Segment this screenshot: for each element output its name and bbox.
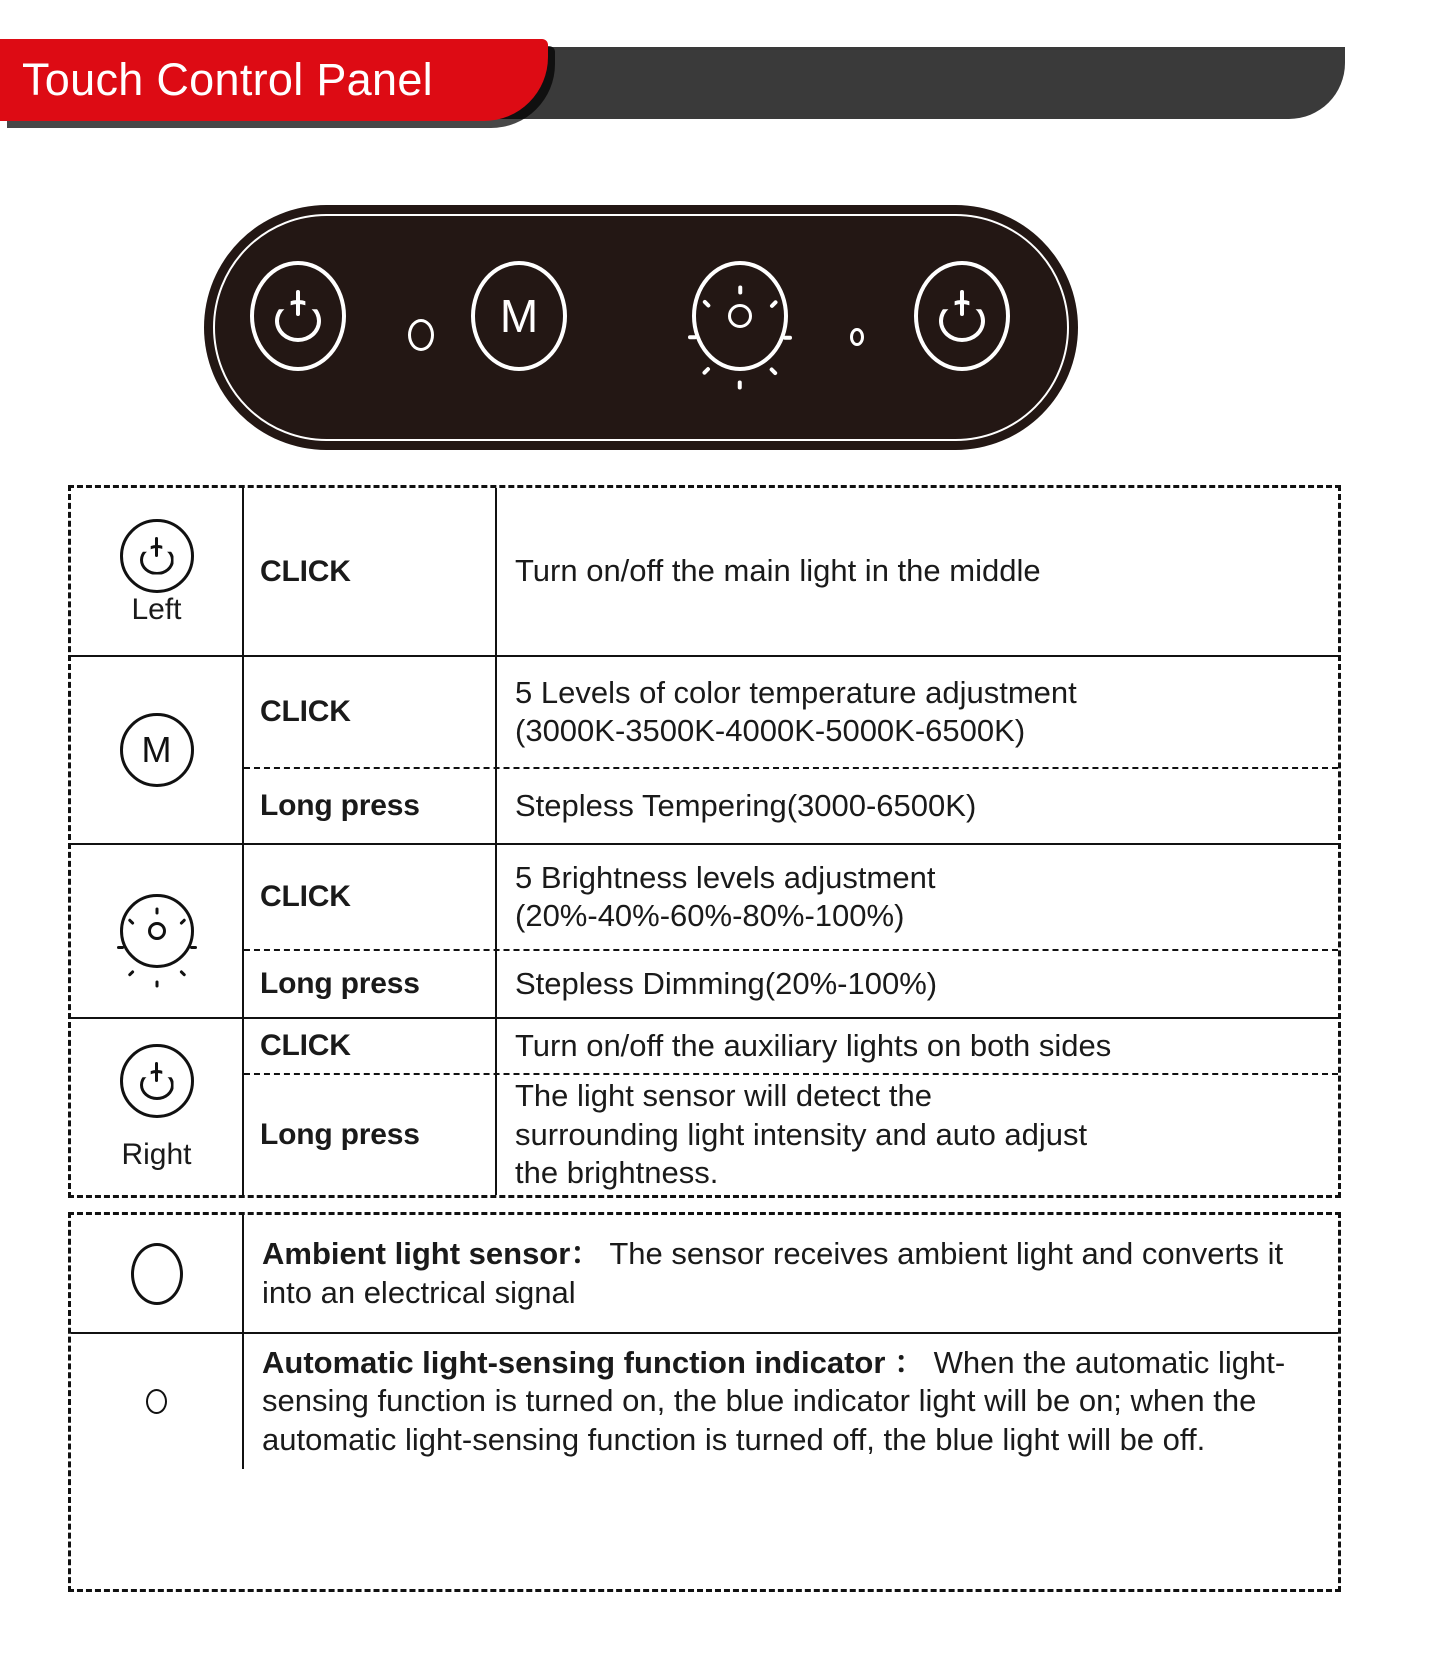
- sub-row: [244, 488, 1338, 655]
- description-line: (3000K-3500K-4000K-5000K-6500K): [515, 713, 1026, 748]
- ambient-sensor-icon: [408, 319, 434, 351]
- led-indicator-icon: [146, 1389, 167, 1414]
- sensor-title: Ambient light sensor：: [262, 1236, 602, 1272]
- row-icon-cell: [71, 1019, 244, 1195]
- sub-row: [244, 1075, 1338, 1195]
- description-cell: [497, 1075, 1338, 1195]
- sub-row: [244, 951, 1338, 1017]
- description-cell: [244, 1215, 1338, 1332]
- row-icon-cell: [71, 488, 244, 655]
- page-title: Touch Control Panel: [22, 53, 433, 105]
- description-line: The light sensor will detect the: [515, 1078, 932, 1114]
- description-cell: [497, 488, 1338, 655]
- m-letter-icon: [120, 713, 194, 787]
- device-face: [217, 218, 1065, 437]
- description-line: Turn on/off the main light in the middle: [515, 553, 1041, 589]
- icon-label: Right: [121, 1138, 192, 1171]
- row-body: [244, 1019, 1338, 1195]
- description-line: Stepless Tempering(3000-6500K): [515, 787, 977, 823]
- power-icon: [939, 290, 985, 342]
- action-label: Long press: [244, 951, 497, 1017]
- sensor-info-table: [68, 1212, 1341, 1592]
- table-row: [71, 657, 1338, 845]
- m-letter-icon: M: [499, 290, 539, 342]
- description-line: surrounding light intensity and auto adjust: [515, 1116, 1088, 1152]
- description-line: 5 Brightness levels adjustment: [515, 859, 936, 895]
- action-label: CLICK: [244, 845, 497, 949]
- row-icon-cell: [71, 1215, 244, 1332]
- power-icon: [120, 519, 194, 593]
- table-row: [71, 488, 1338, 657]
- action-label: CLICK: [244, 488, 497, 655]
- table-row: [71, 1334, 1338, 1469]
- row-body: [244, 845, 1338, 1017]
- description-line: Turn on/off the auxiliary lights on both sides: [515, 1027, 1112, 1063]
- power-icon: [275, 290, 321, 342]
- sensor-body: The sensor receives ambient light and converts it into an electrical signal: [262, 1236, 1284, 1310]
- mode-key[interactable]: [471, 261, 567, 371]
- power-right-key[interactable]: [914, 261, 1010, 371]
- action-label: CLICK: [244, 657, 497, 767]
- description-cell: [497, 951, 1338, 1017]
- row-body: [244, 657, 1338, 843]
- table-row: [71, 1019, 1338, 1195]
- sub-row: [244, 845, 1338, 951]
- ambient-sensor-icon: [131, 1243, 183, 1305]
- sub-row: [244, 657, 1338, 769]
- m-letter-glyph: M: [141, 729, 172, 770]
- row-icon-cell: [71, 845, 244, 1017]
- table-row: [71, 845, 1338, 1019]
- action-label: Long press: [244, 769, 497, 843]
- brightness-sun-icon: [712, 288, 768, 344]
- action-label: Long press: [244, 1075, 497, 1195]
- description-cell: [497, 657, 1338, 767]
- description-line: the brightness.: [515, 1155, 719, 1191]
- description-cell: [497, 845, 1338, 949]
- description-cell: [497, 1019, 1338, 1073]
- description-line: Stepless Dimming(20%-100%): [515, 965, 938, 1001]
- row-body: [244, 488, 1338, 655]
- header-banner: [0, 0, 1445, 130]
- row-icon-cell: [71, 1334, 244, 1469]
- header-red-tab: [0, 39, 548, 121]
- description-line: 5 Levels of color temperature adjustment: [515, 674, 1077, 710]
- action-label: CLICK: [244, 1019, 497, 1073]
- touch-control-panel-device: [204, 205, 1078, 450]
- row-icon-cell: [71, 657, 244, 843]
- description-line: (20%-40%-60%-80%-100%): [515, 898, 905, 933]
- sub-row: [244, 769, 1338, 843]
- sub-row: [244, 1019, 1338, 1075]
- power-icon: [120, 1044, 194, 1118]
- sensor-body: When the automatic light-sensing function is turned on, the blue indicator light will be on; when the automatic light-sensing function is turned off, the blue light will be off.: [262, 1345, 1286, 1457]
- description-cell: [244, 1334, 1338, 1469]
- description-cell: [497, 769, 1338, 843]
- icon-label: Left: [131, 592, 182, 626]
- power-left-key[interactable]: [250, 261, 346, 371]
- function-table: [68, 485, 1341, 1198]
- brightness-key[interactable]: [692, 261, 788, 371]
- table-row: [71, 1215, 1338, 1334]
- led-indicator-icon: [850, 328, 864, 346]
- brightness-sun-icon: [120, 894, 194, 968]
- sensor-title: Automatic light-sensing function indicator ：: [262, 1345, 926, 1380]
